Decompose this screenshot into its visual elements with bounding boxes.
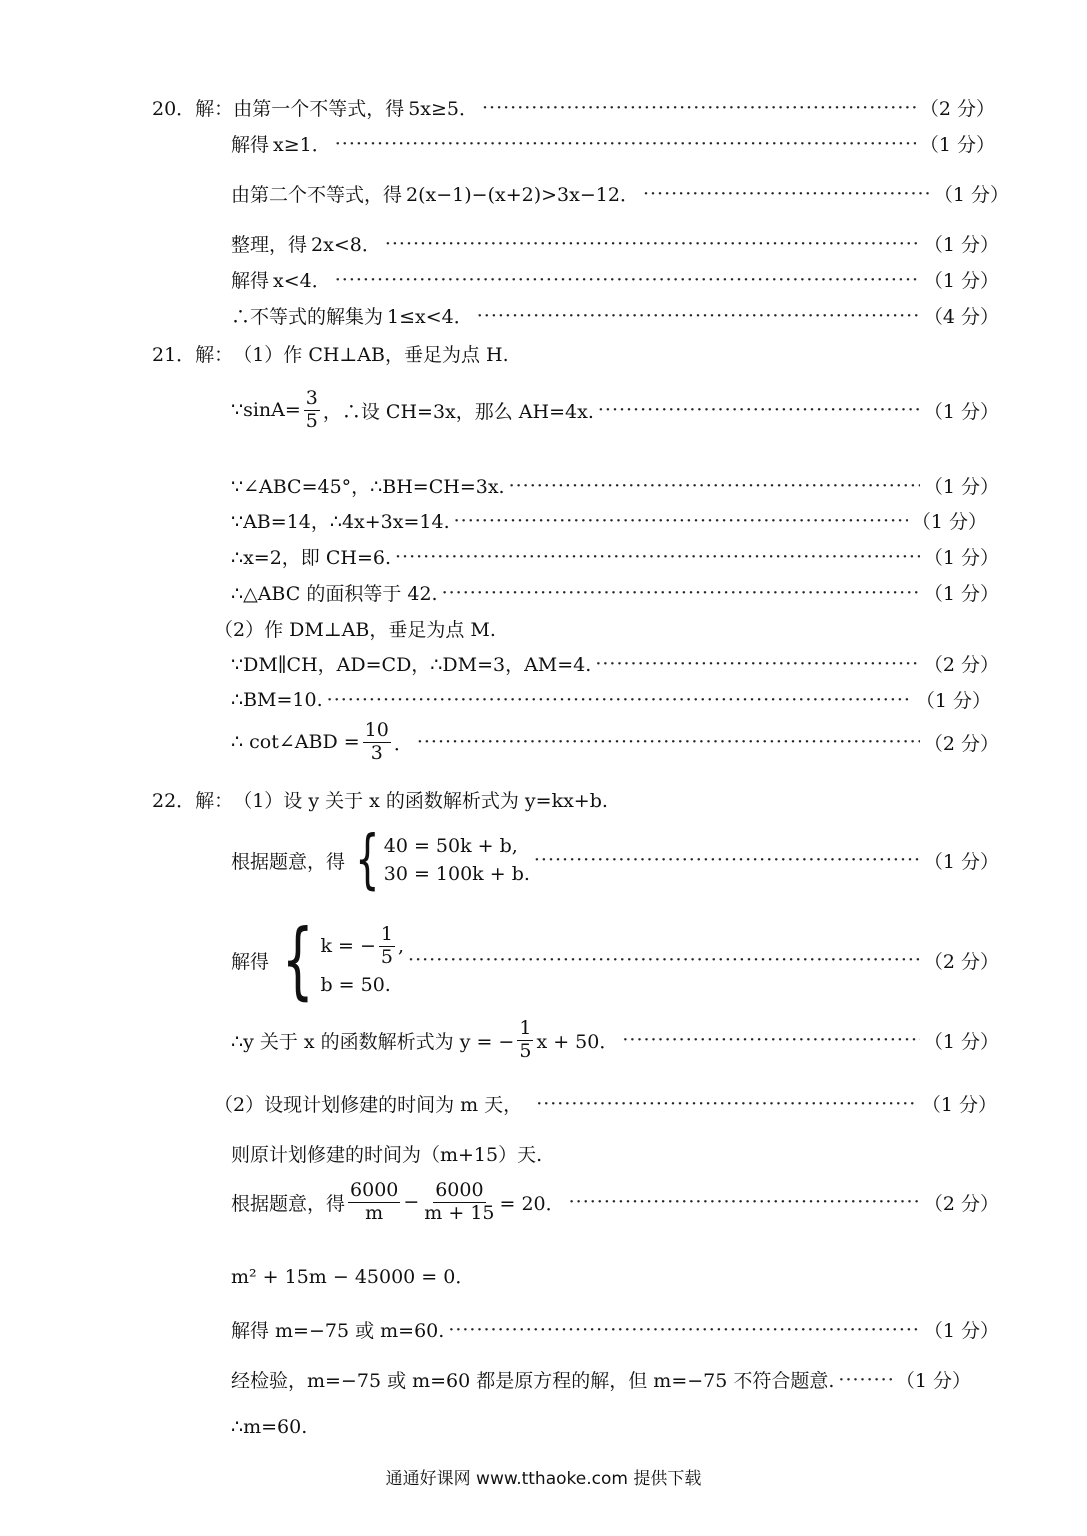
q22-eq-pre: 根据题意，得 bbox=[231, 1192, 346, 1215]
q22-check: 经检验，m=−75 或 m=60 都是原方程的解，但 m=−75 不符合题意. bbox=[231, 1370, 835, 1392]
q22-sol-score: （1 分） bbox=[923, 1320, 999, 1342]
q21-line-cot bbox=[231, 720, 999, 765]
q22-sys2-score: （2 分） bbox=[923, 950, 999, 973]
q22-line-eq bbox=[231, 1180, 999, 1225]
fraction-denominator: 3 bbox=[370, 741, 383, 764]
q22-res-fraction bbox=[517, 1018, 533, 1063]
q20-line-6 bbox=[231, 302, 999, 329]
q21-line-7 bbox=[214, 615, 496, 642]
fraction-denominator: 5 bbox=[380, 945, 393, 968]
q21-line-1 bbox=[152, 340, 509, 367]
q21-sin-fraction bbox=[304, 388, 320, 433]
q21-l8-score: （2 分） bbox=[923, 654, 999, 676]
q22-eq-score: （2 分） bbox=[923, 1192, 999, 1215]
page-footer: 通通好课网 www.tthaoke.com 提供下载 bbox=[385, 1469, 702, 1489]
q21-l4: ∵AB=14，∴4x+3x=14. bbox=[231, 511, 450, 533]
q21-line-5 bbox=[231, 543, 999, 570]
q20-line-1 bbox=[152, 94, 995, 121]
q22-check-score: （1 分） bbox=[895, 1370, 971, 1392]
q20-line-3 bbox=[231, 180, 1009, 207]
q21-line-6 bbox=[231, 579, 999, 606]
q21-l4-score: （1 分） bbox=[911, 511, 987, 533]
q21-l5: ∴x=2，即 CH=6. bbox=[231, 547, 392, 569]
q20-l6-math: 1≤x<4． bbox=[387, 306, 473, 328]
q20-l5-math: x<4． bbox=[273, 270, 331, 292]
leader-dots bbox=[395, 546, 920, 568]
leader-dots bbox=[509, 475, 920, 497]
q21-line-3 bbox=[231, 472, 999, 499]
fraction-denominator: 5 bbox=[519, 1039, 532, 1062]
q21-sin-pre: ∵sinA= bbox=[231, 399, 301, 422]
leader-dots bbox=[385, 233, 920, 255]
k-fraction bbox=[379, 924, 395, 969]
q21-cot-score: （2 分） bbox=[923, 732, 999, 755]
k-expression: k = − bbox=[320, 935, 376, 957]
q20-l5-score: （1 分） bbox=[923, 270, 999, 292]
q20-l2-text: 解得 bbox=[231, 134, 270, 156]
leader-dots bbox=[595, 653, 920, 675]
q22-part3: 则原计划修建的时间为（m+15）天. bbox=[231, 1144, 543, 1166]
leader-dots bbox=[477, 305, 920, 327]
q21-l6: ∴△ABC 的面积等于 42. bbox=[231, 583, 438, 605]
q20-line-2 bbox=[231, 130, 995, 157]
system-row-k bbox=[320, 924, 404, 969]
q21-l3-score: （1 分） bbox=[923, 476, 999, 498]
leader-dots bbox=[622, 1029, 920, 1051]
system-row: 40 = 50k + b, bbox=[383, 835, 518, 857]
leader-dots bbox=[534, 849, 920, 871]
leader-dots bbox=[335, 133, 916, 155]
leader-dots bbox=[448, 1319, 920, 1341]
leader-dots bbox=[417, 731, 920, 753]
leader-dots bbox=[442, 582, 920, 604]
q21-part2: （2）作 DM⊥AB，垂足为点 M. bbox=[214, 619, 496, 641]
q21-cot-post: ． bbox=[393, 732, 413, 755]
q20-l6-score: （4 分） bbox=[923, 306, 999, 328]
q22-line-1 bbox=[152, 786, 608, 813]
q22-number: 22．解： bbox=[152, 790, 234, 812]
leader-dots bbox=[327, 689, 912, 711]
q20-l3-text: 由第二个不等式，得 bbox=[231, 184, 403, 206]
q22-line-sys1 bbox=[231, 823, 999, 897]
leader-dots bbox=[643, 183, 930, 205]
q22-eq-post: = 20． bbox=[499, 1192, 565, 1215]
q22-part2-score: （1 分） bbox=[921, 1094, 997, 1116]
q22-eq-minus: − bbox=[403, 1191, 420, 1214]
q22-line-sol bbox=[231, 1316, 999, 1343]
q20-l2-score: （1 分） bbox=[919, 134, 995, 156]
q21-l9: ∴BM=10. bbox=[231, 688, 323, 711]
q20-l5-text: 解得 bbox=[231, 270, 270, 292]
q21-l5-score: （1 分） bbox=[923, 547, 999, 569]
q22-res-pre: ∴y 关于 x 的函数解析式为 y = − bbox=[231, 1030, 515, 1053]
q22-res-post: x + 50． bbox=[536, 1030, 619, 1053]
q21-sin-score: （1 分） bbox=[923, 400, 999, 423]
q22-line-final bbox=[231, 1416, 307, 1438]
system-row-b: b = 50. bbox=[320, 974, 391, 997]
q21-line-4 bbox=[231, 507, 987, 534]
fraction-numerator: 6000 bbox=[350, 1179, 399, 1201]
q22-system-1 bbox=[347, 823, 530, 897]
q20-l3-score: （1 分） bbox=[933, 184, 1009, 206]
q20-l2-math: x≥1． bbox=[273, 134, 331, 156]
fraction-denominator: m + 15 bbox=[424, 1201, 495, 1224]
q22-quadratic: m² + 15m − 45000 = 0． bbox=[231, 1266, 475, 1288]
q22-part2: （2）设现计划修建的时间为 m 天， bbox=[214, 1094, 523, 1116]
q21-l3: ∵∠ABC=45°，∴BH=CH=3x. bbox=[231, 476, 505, 498]
q20-l3-math: 2(x−1)−(x+2)>3x−12． bbox=[406, 184, 639, 206]
q22-sys1-score: （1 分） bbox=[923, 850, 999, 873]
q21-cot-pre: ∴ cot∠ABD = bbox=[231, 731, 360, 754]
q20-line-4 bbox=[231, 230, 999, 257]
q20-l6-text: ∴不等式的解集为 bbox=[231, 306, 384, 328]
q20-l1-score: （2 分） bbox=[919, 98, 995, 120]
q21-line-9 bbox=[231, 686, 991, 713]
q22-eq-fraction-2 bbox=[422, 1180, 496, 1225]
q21-part1: （1）作 CH⊥AB，垂足为点 H. bbox=[233, 344, 509, 366]
fraction-denominator: 5 bbox=[305, 409, 318, 432]
q21-l8: ∵DM∥CH，AD=CD，∴DM=3，AM=4. bbox=[231, 654, 592, 676]
q22-line-check bbox=[231, 1366, 971, 1393]
q22-system-2 bbox=[271, 911, 405, 1009]
q22-line-part2 bbox=[214, 1090, 997, 1117]
leader-dots bbox=[335, 269, 920, 291]
q22-line-orig bbox=[231, 1140, 542, 1167]
left-brace: { bbox=[355, 823, 380, 897]
q22-part1: （1）设 y 关于 x 的函数解析式为 y=kx+b. bbox=[233, 790, 608, 812]
q22-line-sys2 bbox=[231, 911, 999, 1009]
leader-dots bbox=[838, 1369, 891, 1391]
q20-number: 20．解： bbox=[152, 98, 234, 120]
q21-cot-fraction bbox=[363, 720, 391, 765]
q21-sin-post: ，∴设 CH=3x，那么 AH=4x. bbox=[322, 400, 594, 423]
q22-eq-fraction-1 bbox=[348, 1180, 400, 1225]
q22-sys2-pre: 解得 bbox=[231, 950, 270, 973]
q20-l4-text: 整理，得 bbox=[231, 234, 308, 256]
q21-line-sin bbox=[231, 388, 999, 433]
left-brace: { bbox=[281, 911, 314, 1009]
q22-solution: 解得 m=−75 或 m=60. bbox=[231, 1320, 445, 1342]
system-rows bbox=[384, 835, 530, 885]
leader-dots bbox=[408, 949, 920, 971]
q22-line-quad bbox=[231, 1262, 474, 1289]
system-row: 30 = 100k + b. bbox=[383, 863, 530, 885]
fraction-numerator: 1 bbox=[519, 1017, 532, 1039]
leader-dots bbox=[454, 510, 908, 532]
leader-dots bbox=[569, 1191, 920, 1213]
q22-final: ∴m=60. bbox=[231, 1416, 308, 1438]
q21-l9-score: （1 分） bbox=[915, 690, 991, 712]
leader-dots bbox=[482, 97, 916, 119]
q20-l4-math: 2x<8． bbox=[311, 234, 381, 256]
fraction-numerator: 6000 bbox=[435, 1179, 484, 1201]
q21-line-8 bbox=[231, 650, 999, 677]
q21-number: 21．解： bbox=[152, 344, 234, 366]
fraction-denominator: m bbox=[365, 1201, 384, 1224]
q20-line-5 bbox=[231, 266, 999, 293]
system-rows bbox=[320, 924, 404, 997]
q21-l6-score: （1 分） bbox=[923, 583, 999, 605]
fraction-numerator: 1 bbox=[380, 922, 393, 945]
q22-sys1-pre: 根据题意，得 bbox=[231, 850, 346, 873]
q22-line-result bbox=[231, 1018, 999, 1063]
q20-l4-score: （1 分） bbox=[923, 234, 999, 256]
leader-dots bbox=[598, 399, 920, 421]
q20-l1-math: 5x≥5． bbox=[408, 98, 479, 120]
q22-res-score: （1 分） bbox=[923, 1030, 999, 1053]
k-comma: , bbox=[398, 935, 405, 957]
leader-dots bbox=[536, 1093, 918, 1115]
fraction-numerator: 10 bbox=[364, 719, 389, 741]
q20-l1-text: 由第一个不等式，得 bbox=[233, 98, 405, 120]
fraction-numerator: 3 bbox=[305, 387, 318, 409]
